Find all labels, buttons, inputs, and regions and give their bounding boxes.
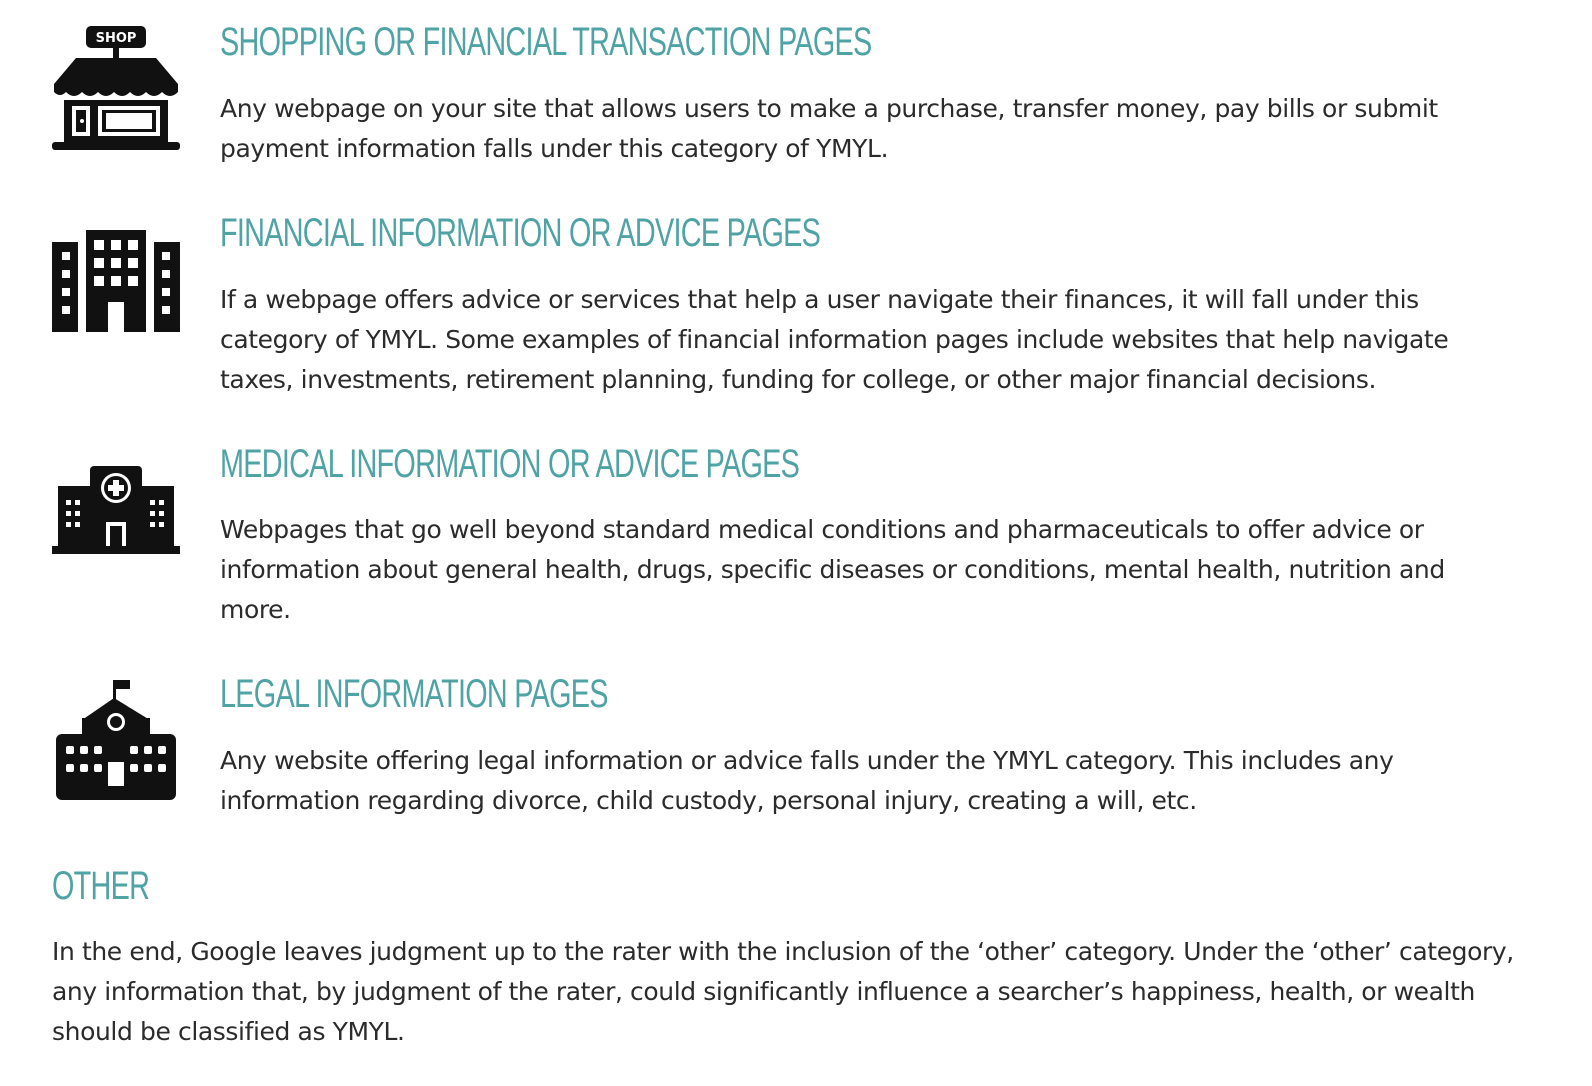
section-title: OTHER [52, 864, 150, 908]
section-description: Webpages that go well beyond standard medical conditions and pharmaceuticals to offer advice or information about general health, drugs, specific diseases or conditions, mental health, nutrition and more. [220, 515, 1445, 624]
section-description: If a webpage offers advice or services that help a user navigate their finances, it will fall under this category of YMYL. Some examples of financial information pages include websites that help navigate taxes, investments, retirement planning, funding for college, or other major financial decisions. [220, 285, 1449, 394]
hospital-icon [52, 458, 180, 586]
section-title: LEGAL INFORMATION PAGES [220, 672, 608, 716]
section-title: SHOPPING OR FINANCIAL TRANSACTION PAGES [220, 20, 872, 64]
section-description: In the end, Google leaves judgment up to the rater with the inclusion of the ‘other’ category. Under the ‘other’ category, any information that, by judgment of the rater, could significantly influence a searcher’s happiness, health, or wealth should be classified as YMYL. [52, 937, 1514, 1046]
office-building-icon [52, 220, 180, 348]
courthouse-icon [52, 676, 180, 804]
shop-icon [52, 22, 180, 150]
section-description: Any website offering legal information or advice falls under the YMYL category. This includes any information regarding divorce, child custody, personal injury, creating a will, etc. [220, 746, 1394, 815]
shop-sign-label: SHOP [95, 31, 137, 46]
section-title: FINANCIAL INFORMATION OR ADVICE PAGES [220, 211, 821, 255]
section-title: MEDICAL INFORMATION OR ADVICE PAGES [220, 442, 800, 486]
section-description: Any webpage on your site that allows users to make a purchase, transfer money, pay bills or submit payment information falls under this category of YMYL. [220, 94, 1438, 163]
